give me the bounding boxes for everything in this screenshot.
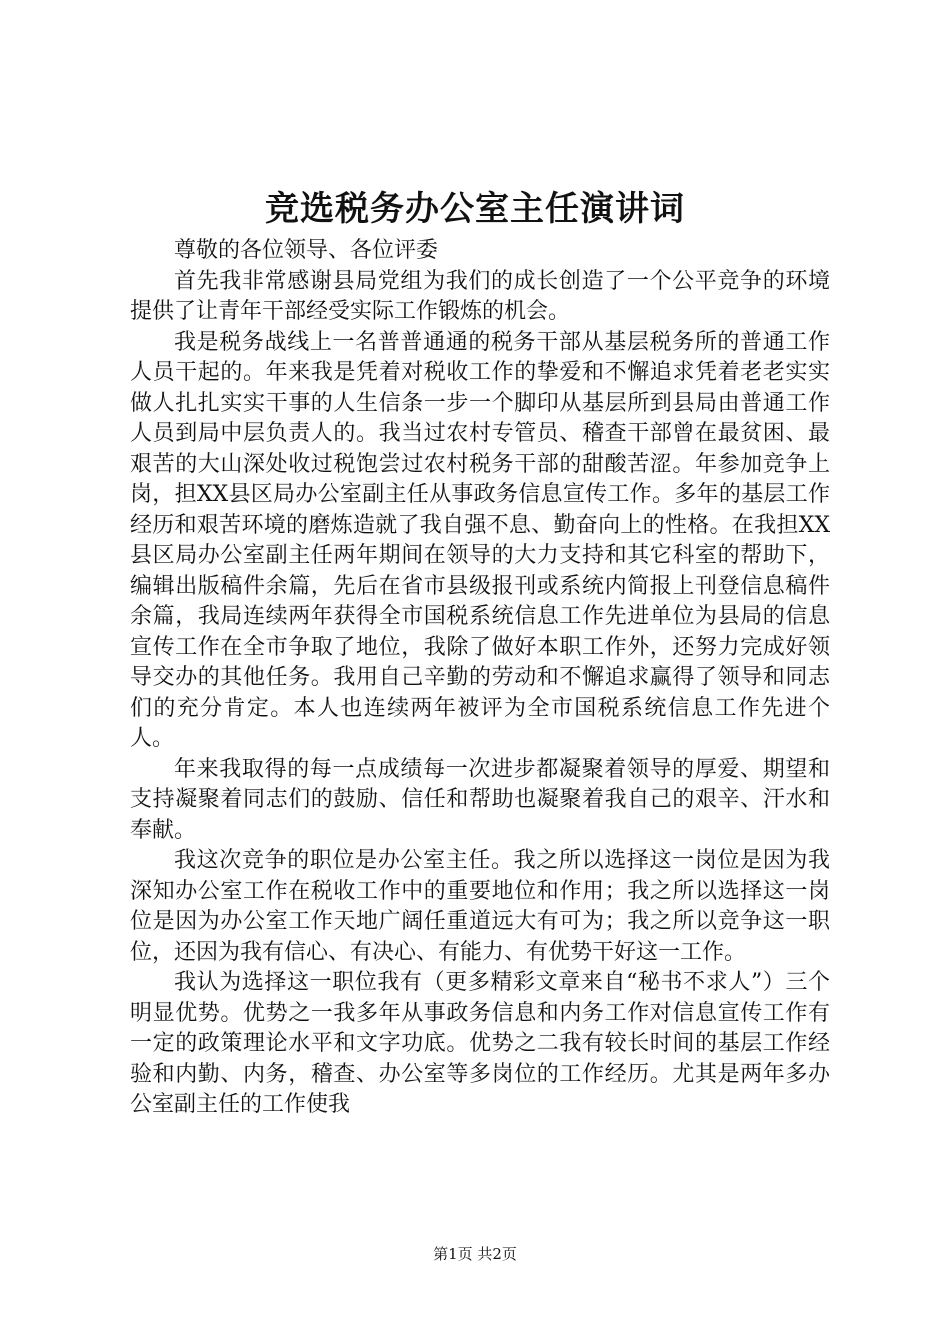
body-paragraph: 我是税务战线上一名普普通通的税务干部从基层税务所的普通工作人员干起的。年来我是凭着对税收工作的挚爱和不懈追求凭着老老实实做人扎扎实实干事的人生信条一步一个脚印从基层所到县局由普通工作人员到局中层负责人的。我当过农村专管员、稽查干部曾在最贫困、最艰苦的大山深处收过税饱尝过农村税务干部的甜酸苦涩。年参加竞争上岗，担XX县区局办公室副主任从事政务信息宣传工作。多年的基层工作经历和艰苦环境的磨炼造就了我自强不息、勤奋向上的性格。在我担XX县区局办公室副主任两年期间在领导的大力支持和其它科室的帮助下，编辑出版稿件余篇，先后在省市县级报刊或系统内简报上刊登信息稿件余篇，我局连续两年获得全市国税系统信息工作先进单位为县局的信息宣传工作在全市争取了地位，我除了做好本职工作外，还努力完成好领导交办的其他任务。我用自己辛勤的劳动和不懈追求赢得了领导和同志们的充分肯定。本人也连续两年被评为全市国税系统信息工作先进个人。 xyxy=(130,329,830,751)
document-title: 竞选税务办公室主任演讲词 xyxy=(265,189,685,229)
salutation-paragraph: 尊敬的各位领导、各位评委 xyxy=(174,238,439,263)
document-body xyxy=(130,236,830,1121)
body-paragraph: 年来我取得的每一点成绩每一次进步都凝聚着领导的厚爱、期望和支持凝聚着同志们的鼓励、信任和帮助也凝聚着我自己的艰辛、汗水和奉献。 xyxy=(130,756,830,843)
body-paragraph: 我认为选择这一职位我有（更多精彩文章来自“秘书不求人”）三个明显优势。优势之一我多年从事政务信息和内务工作对信息宣传工作有一定的政策理论水平和文字功底。优势之二我有较长时间的基层工作经验和内勤、内务，稽查、办公室等多岗位的工作经历。尤其是两年多办公室副主任的工作使我 xyxy=(130,970,830,1117)
body-paragraph: 首先我非常感谢县局党组为我们的成长创造了一个公平竞争的环境提供了让青年干部经受实际工作锻炼的机会。 xyxy=(130,268,830,324)
body-paragraph: 我这次竞争的职位是办公室主任。我之所以选择这一岗位是因为我深知办公室工作在税收工作中的重要地位和作用；我之所以选择这一岗位是因为办公室工作天地广阔任重道远大有可为；我之所以竞争这一职位，还因为我有信心、有决心、有能力、有优势干好这一工作。 xyxy=(130,848,830,965)
page-number-footer: 第1页 共2页 xyxy=(433,1245,517,1263)
